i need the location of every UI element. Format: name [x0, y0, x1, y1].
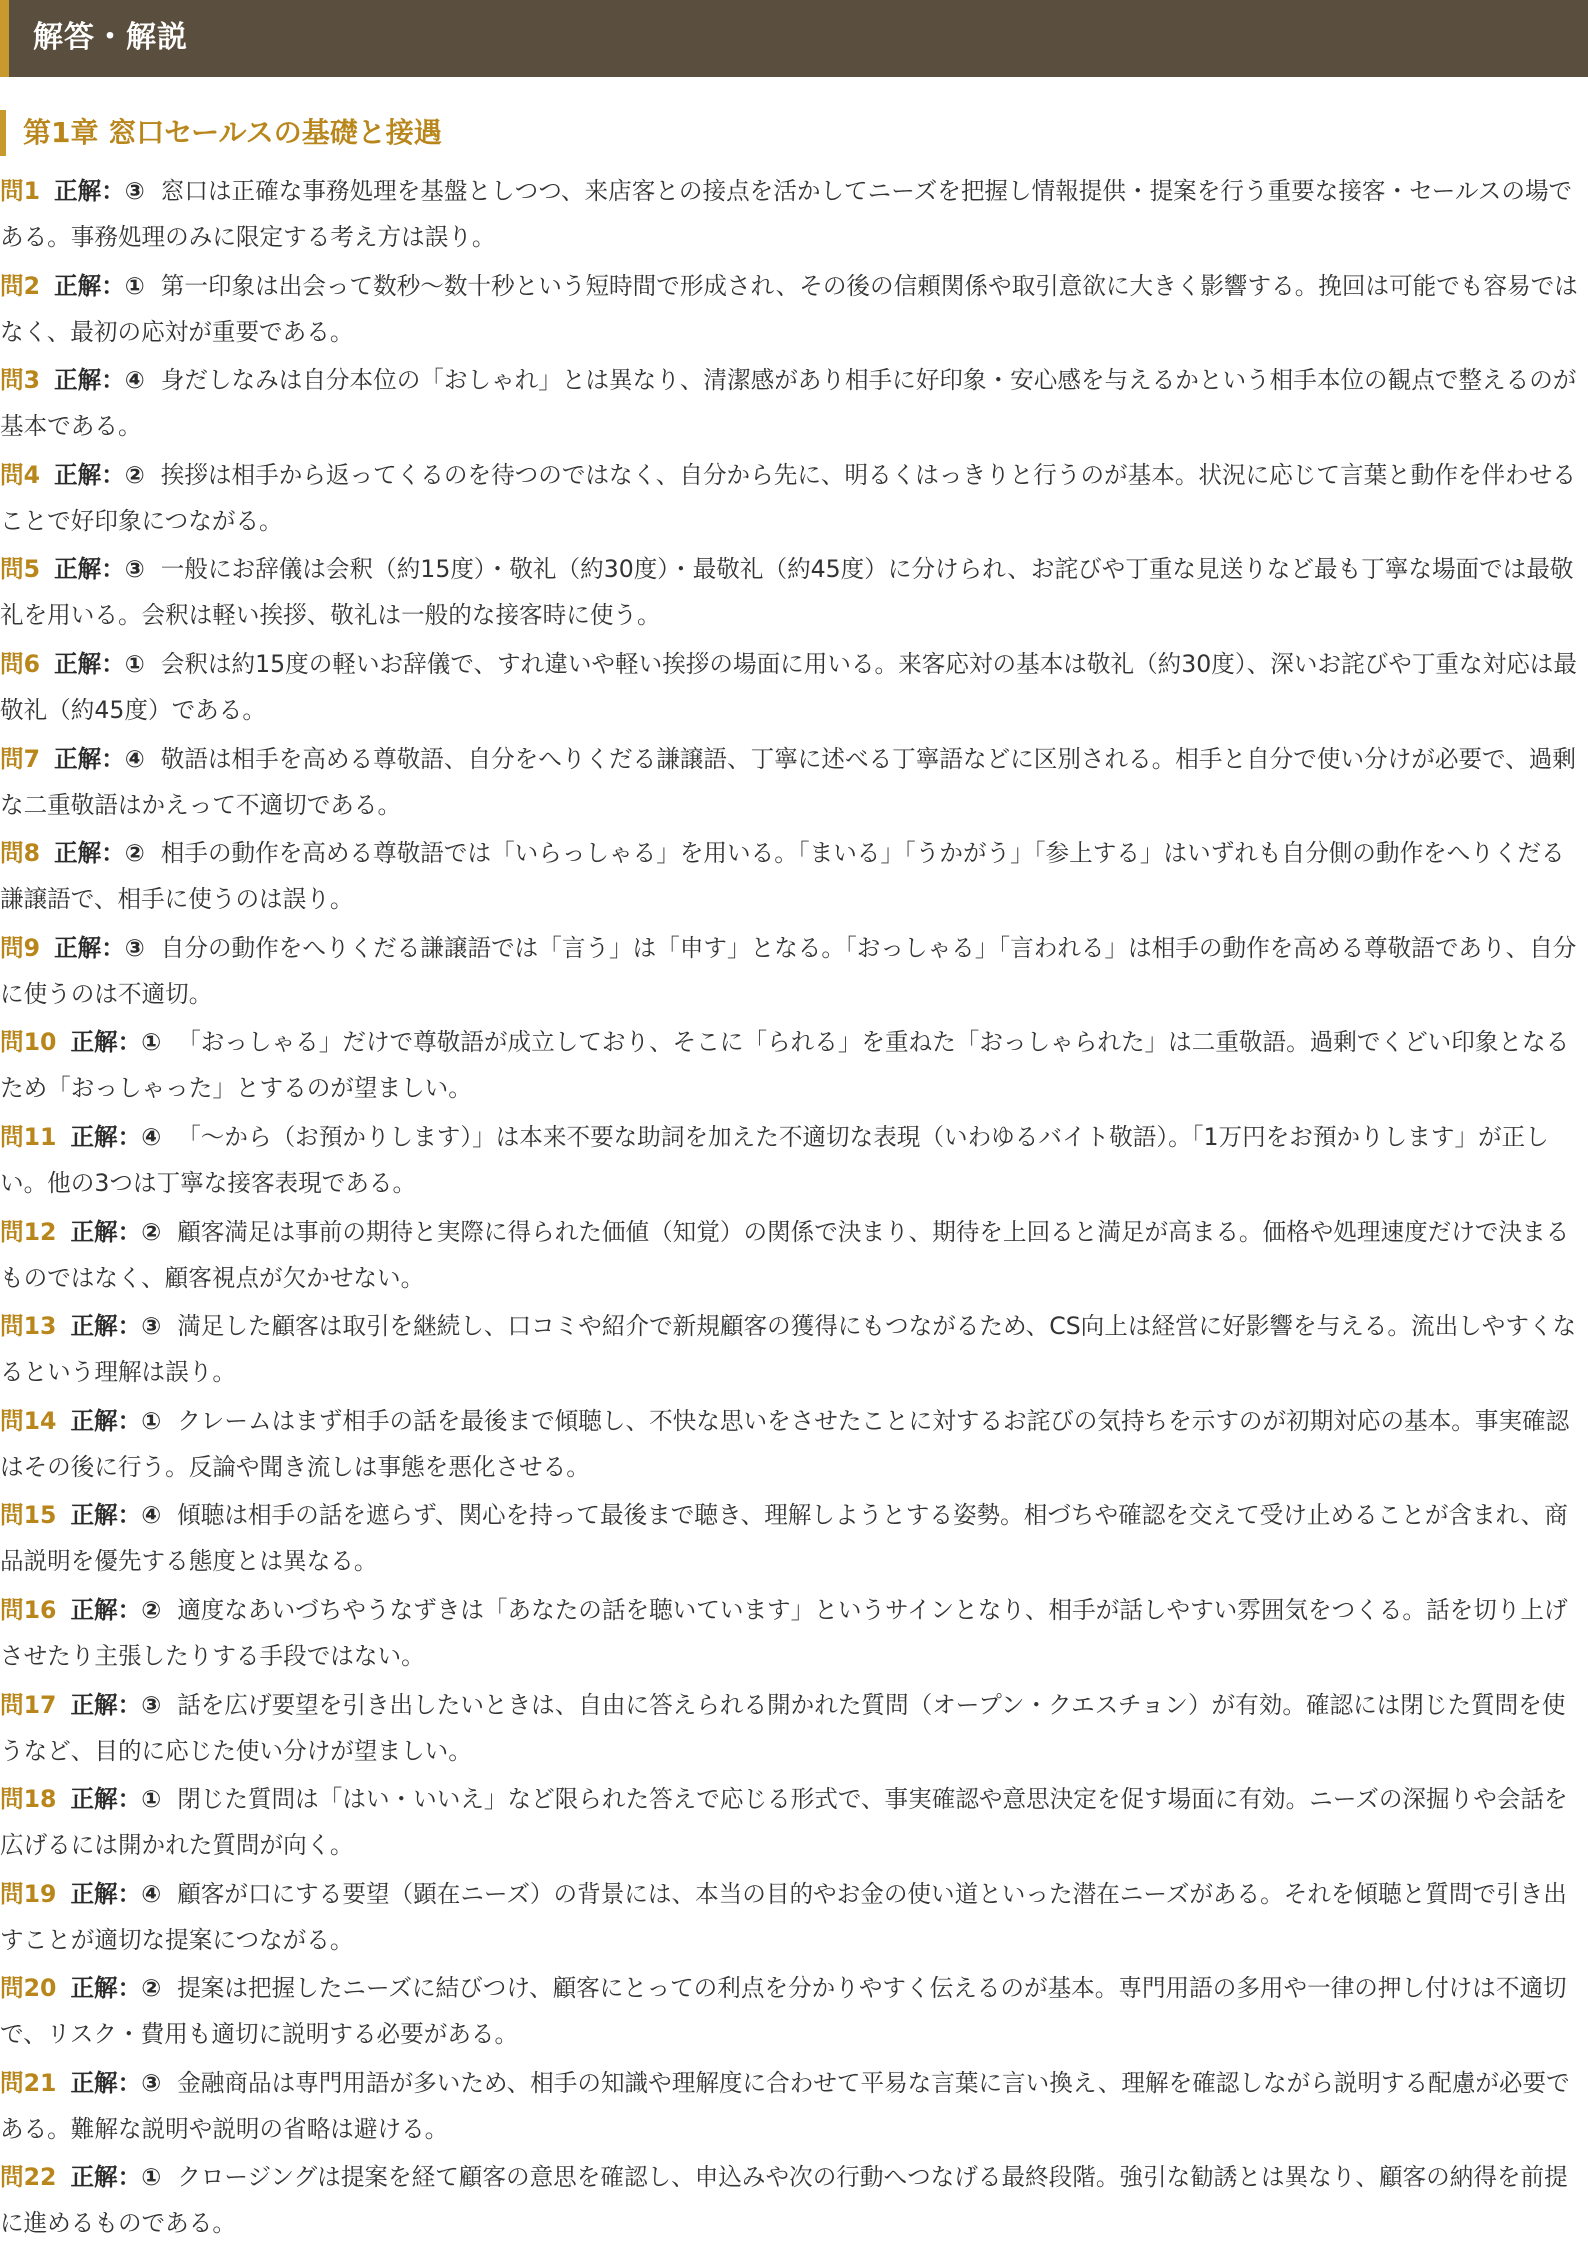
explanation: 提案は把握したニーズに結びつけ、顧客にとっての利点を分かりやすく伝えるのが基本。専門用語の多用や一律の押し付けは不適切で、リスク・費用も適切に説明する必要がある。	[0, 1974, 1567, 2049]
correct-answer: 正解：①	[54, 649, 145, 678]
correct-answer: 正解：③	[54, 933, 145, 962]
answer-item	[0, 736, 1582, 828]
answer-item	[0, 1776, 1582, 1868]
answer-item	[0, 2154, 1582, 2246]
explanation: 窓口は正確な事務処理を基盤としつつ、来店客との接点を活かしてニーズを把握し情報提供・提案を行う重要な接客・セールスの場である。事務処理のみに限定する考え方は誤り。	[0, 177, 1573, 251]
explanation: 自分の動作をへりくだる謙譲語では「言う」は「申す」となる。「おっしゃる」「言われる」は相手の動作を高める尊敬語であり、自分に使うのは不適切。	[0, 933, 1577, 1008]
answer-item	[0, 168, 1582, 260]
correct-answer: 正解：④	[70, 1501, 162, 1530]
explanation: 傾聴は相手の話を遮らず、関心を持って最後まで聴き、理解しようとする姿勢。相づちや確認を交えて受け止めることが含まれ、商品説明を優先する態度とは異なる。	[0, 1501, 1568, 1576]
chapter-heading	[0, 110, 442, 156]
answer-item	[0, 830, 1582, 922]
explanation: 相手の動作を高める尊敬語では「いらっしゃる」を用いる。「まいる」「うかがう」「参上する」はいずれも自分側の動作をへりくだる謙譲語で、相手に使うのは誤り。	[0, 839, 1565, 914]
question-number: 問9	[0, 933, 41, 962]
correct-answer: 正解：③	[70, 1690, 162, 1719]
answer-item	[0, 1682, 1582, 1774]
explanation: 挨拶は相手から返ってくるのを待つのではなく、自分から先に、明るくはっきりと行うのが基本。状況に応じて言葉と動作を伴わせることで好印象につながる。	[0, 460, 1576, 535]
correct-answer: 正解：①	[70, 1785, 162, 1814]
answer-item	[0, 1114, 1582, 1206]
answer-list	[0, 168, 1582, 2249]
correct-answer: 正解：②	[54, 460, 145, 489]
correct-answer: 正解：④	[54, 366, 145, 395]
question-number: 問8	[0, 839, 41, 868]
explanation: 適度なあいづちやうなずきは「あなたの話を聴いています」というサインとなり、相手が話しやすい雰囲気をつくる。話を切り上げさせたり主張したりする手段ではない。	[0, 1595, 1568, 1670]
explanation: 話を広げ要望を引き出したいときは、自由に答えられる開かれた質問（オープン・クエスチョン）が有効。確認には閉じた質問を使うなど、目的に応じた使い分けが望ましい。	[0, 1690, 1566, 1765]
explanation: 満足した顧客は取引を継続し、口コミや紹介で新規顧客の獲得にもつながるため、CS向上は経営に好影響を与える。流出しやすくなるという理解は誤り。	[0, 1312, 1577, 1387]
question-number: 問2	[0, 271, 41, 300]
question-number: 問3	[0, 366, 41, 395]
explanation: 顧客が口にする要望（顕在ニーズ）の背景には、本当の目的やお金の使い道といった潜在ニーズがある。それを傾聴と質問で引き出すことが適切な提案につながる。	[0, 1879, 1567, 1954]
explanation: 金融商品は専門用語が多いため、相手の知識や理解度に合わせて平易な言葉に言い換え、理解を確認しながら説明する配慮が必要である。難解な説明や説明の省略は避ける。	[0, 2068, 1570, 2143]
answer-item	[0, 2060, 1582, 2152]
correct-answer: 正解：②	[70, 1217, 162, 1246]
explanation: 顧客満足は事前の期待と実際に得られた価値（知覚）の関係で決まり、期待を上回ると満足が高まる。価格や処理速度だけで決まるものではなく、顧客視点が欠かせない。	[0, 1217, 1570, 1292]
question-number: 問17	[0, 1690, 57, 1719]
question-number: 問6	[0, 649, 41, 678]
question-number: 問18	[0, 1785, 57, 1814]
correct-answer: 正解：③	[70, 1312, 162, 1341]
answer-item	[0, 263, 1582, 355]
answer-item	[0, 1019, 1582, 1111]
answer-item	[0, 925, 1582, 1017]
explanation: 一般にお辞儀は会釈（約15度）・敬礼（約30度）・最敬礼（約45度）に分けられ、お詫びや丁重な見送りなど最も丁寧な場面では最敬礼を用いる。会釈は軽い挨拶、敬礼は一般的な接客時に使う。	[0, 555, 1574, 630]
question-number: 問13	[0, 1312, 57, 1341]
explanation: クロージングは提案を経て顧客の意思を確認し、申込みや次の行動へつなげる最終段階。強引な勧誘とは異なり、顧客の納得を前提に進めるものである。	[0, 2163, 1568, 2238]
question-number: 問5	[0, 555, 41, 584]
explanation: 身だしなみは自分本位の「おしゃれ」とは異なり、清潔感があり相手に好印象・安心感を与えるかという相手本位の観点で整えるのが基本である。	[0, 366, 1577, 441]
answer-item	[0, 1209, 1582, 1301]
answer-item	[0, 641, 1582, 733]
question-number: 問21	[0, 2068, 57, 2097]
question-number: 問4	[0, 460, 41, 489]
answer-item	[0, 1492, 1582, 1584]
explanation: 会釈は約15度の軽いお辞儀で、すれ違いや軽い挨拶の場面に用いる。来客応対の基本は敬礼（約30度）、深いお詫びや丁重な対応は最敬礼（約45度）である。	[0, 649, 1577, 724]
header-bar	[0, 0, 1588, 77]
explanation: 敬語は相手を高める尊敬語、自分をへりくだる謙譲語、丁寧に述べる丁寧語などに区別される。相手と自分で使い分けが必要で、過剰な二重敬語はかえって不適切である。	[0, 744, 1576, 819]
answer-item	[0, 1965, 1582, 2057]
correct-answer: 正解：②	[70, 1974, 162, 2003]
answer-item	[0, 1303, 1582, 1395]
correct-answer: 正解：①	[70, 1028, 162, 1057]
question-number: 問20	[0, 1974, 57, 2003]
explanation: クレームはまず相手の話を最後まで傾聴し、不快な思いをさせたことに対するお詫びの気持ちを示すのが初期対応の基本。事実確認はその後に行う。反論や聞き流しは事態を悪化させる。	[0, 1406, 1570, 1481]
correct-answer: 正解：④	[54, 744, 145, 773]
explanation: 「おっしゃる」だけで尊敬語が成立しており、そこに「られる」を重ねた「おっしゃられた」は二重敬語。過剰でくどい印象となるため「おっしゃった」とするのが望ましい。	[0, 1028, 1570, 1103]
correct-answer: 正解：④	[70, 1879, 162, 1908]
question-number: 問11	[0, 1122, 57, 1151]
correct-answer: 正解：③	[70, 2068, 162, 2097]
explanation: 第一印象は出会って数秒〜数十秒という短時間で形成され、その後の信頼関係や取引意欲に大きく影響する。挽回は可能でも容易ではなく、最初の応対が重要である。	[0, 271, 1578, 346]
answer-item	[0, 357, 1582, 449]
question-number: 問19	[0, 1879, 57, 1908]
correct-answer: 正解：①	[70, 1406, 162, 1435]
answer-item	[0, 546, 1582, 638]
question-number: 問16	[0, 1595, 57, 1624]
question-number: 問1	[0, 177, 41, 205]
question-number: 問10	[0, 1028, 57, 1057]
correct-answer: 正解：②	[70, 1595, 162, 1624]
correct-answer: 正解：②	[54, 839, 145, 868]
answer-item	[0, 1587, 1582, 1679]
question-number: 問15	[0, 1501, 57, 1530]
page-title: 解答・解説	[33, 20, 188, 55]
explanation: 閉じた質問は「はい・いいえ」など限られた答えで応じる形式で、事実確認や意思決定を促す場面に有効。ニーズの深掘りや会話を広げるには開かれた質問が向く。	[0, 1785, 1568, 1860]
question-number: 問7	[0, 744, 41, 773]
explanation: 「〜から（お預かりします）」は本来不要な助詞を加えた不適切な表現（いわゆるバイト敬語）。「1万円をお預かりします」が正しい。他の3つは丁寧な接客表現である。	[0, 1122, 1549, 1197]
answer-item	[0, 452, 1582, 544]
correct-answer: 正解：④	[70, 1122, 162, 1151]
question-number: 問12	[0, 1217, 57, 1246]
answer-item	[0, 1871, 1582, 1963]
correct-answer: 正解：③	[54, 177, 145, 205]
answer-item	[0, 1398, 1582, 1490]
question-number: 問22	[0, 2163, 57, 2192]
chapter-title: 第1章 窓口セールスの基礎と接遇	[23, 116, 442, 149]
correct-answer: 正解：①	[70, 2163, 162, 2192]
correct-answer: 正解：①	[54, 271, 145, 300]
question-number: 問14	[0, 1406, 57, 1435]
correct-answer: 正解：③	[54, 555, 145, 584]
